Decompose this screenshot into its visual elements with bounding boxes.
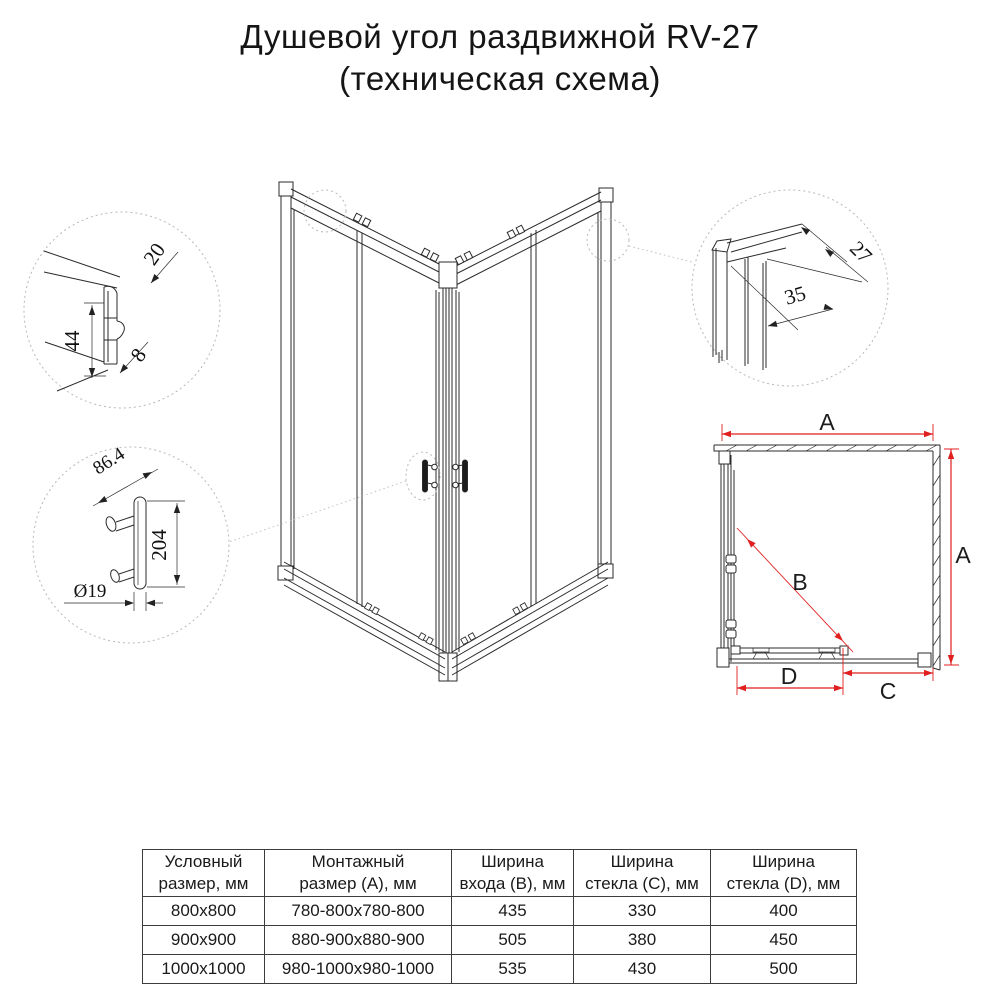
plan-label-a-top: A (819, 409, 835, 435)
cell-glass-d-width: 450 (711, 926, 857, 955)
plan-label-a-right: A (955, 542, 971, 568)
table-row (143, 926, 857, 955)
plan-view (714, 409, 971, 704)
callout-circle-corner (587, 219, 629, 261)
door-handle-right (453, 460, 468, 492)
detail-handle-section (33, 443, 229, 643)
table-header-row (143, 850, 857, 897)
page-title-line1: Душевой угол раздвижной RV-27 (240, 18, 760, 55)
col-header-glass-c-width: Ширина стекла (С), мм (574, 850, 711, 897)
cell-mounting-size: 880-900x880-900 (265, 926, 452, 955)
left-door-divider (357, 230, 362, 607)
roller-icon (364, 603, 379, 615)
col-header-entry-width: Ширина входа (В), мм (452, 850, 574, 897)
plan-dim-a-top (722, 409, 933, 441)
right-door-divider (531, 230, 536, 607)
col-header-mounting-size: Монтажный размер (А), мм (265, 850, 452, 897)
cell-mounting-size: 780-800x780-800 (265, 897, 452, 926)
top-rail-right (452, 192, 601, 287)
detail-circle (33, 447, 229, 643)
col-header-glass-d-width: Ширина стекла (D), мм (711, 850, 857, 897)
plan-dim-a-right (944, 449, 971, 665)
cell-glass-d-width: 500 (711, 955, 857, 984)
dim-width-label: 20 (138, 238, 171, 270)
corner-post-cap (439, 262, 457, 288)
plan-label-d: D (780, 663, 798, 689)
cell-entry-width: 535 (452, 955, 574, 984)
cell-nominal-size: 800x800 (143, 897, 265, 926)
wall-hatching-right (933, 455, 940, 666)
plan-label-b: B (792, 569, 808, 595)
cell-glass-c-width: 380 (574, 926, 711, 955)
plan-walls (714, 445, 940, 670)
dim-offset-label: 86.4 (89, 443, 129, 480)
cell-entry-width: 435 (452, 897, 574, 926)
dim-rail-width-label: 27 (845, 236, 877, 268)
cell-entry-width: 505 (452, 926, 574, 955)
door-handle-left (423, 460, 438, 492)
detail-circle (24, 212, 220, 408)
table-row (143, 955, 857, 984)
cell-glass-c-width: 330 (574, 897, 711, 926)
cell-mounting-size: 980-1000x980-1000 (265, 955, 452, 984)
callout-leader-right (629, 246, 692, 262)
roller-icon (507, 225, 524, 239)
dim-thickness-label: 8 (125, 343, 152, 367)
roller-icon (455, 251, 472, 265)
detail-profile-section (24, 212, 220, 408)
dim-diameter-label: Ø19 (73, 581, 107, 602)
handle-bar (134, 497, 146, 589)
left-post-cap (279, 182, 293, 196)
col-header-nominal-size: Условный размер, мм (143, 850, 265, 897)
plan-dim-d (737, 648, 843, 695)
bottom-rail-left (284, 562, 445, 675)
page-title-line2: (техническая схема) (339, 60, 661, 98)
cell-glass-c-width: 430 (574, 955, 711, 984)
dim-depth-label: 35 (781, 280, 809, 310)
dim-length-label: 204 (147, 529, 171, 561)
cell-nominal-size: 900x900 (143, 926, 265, 955)
bottom-rail-right (452, 562, 608, 675)
top-rail-left (291, 189, 443, 285)
plan-dim-b (737, 528, 853, 652)
size-spec-table (142, 849, 857, 984)
wall-hatching-top (726, 445, 937, 451)
right-post-cap (599, 188, 613, 202)
plan-label-c: C (879, 678, 897, 704)
main-isometric-drawing (229, 182, 692, 681)
detail-corner-section (692, 190, 888, 386)
dim-height-label: 44 (60, 330, 84, 352)
callout-leader-left (229, 481, 406, 542)
plan-dim-c (843, 668, 933, 704)
roller-icon (418, 633, 433, 645)
table-row (143, 897, 857, 926)
cell-nominal-size: 1000x1000 (143, 955, 265, 984)
cell-glass-d-width: 400 (711, 897, 857, 926)
